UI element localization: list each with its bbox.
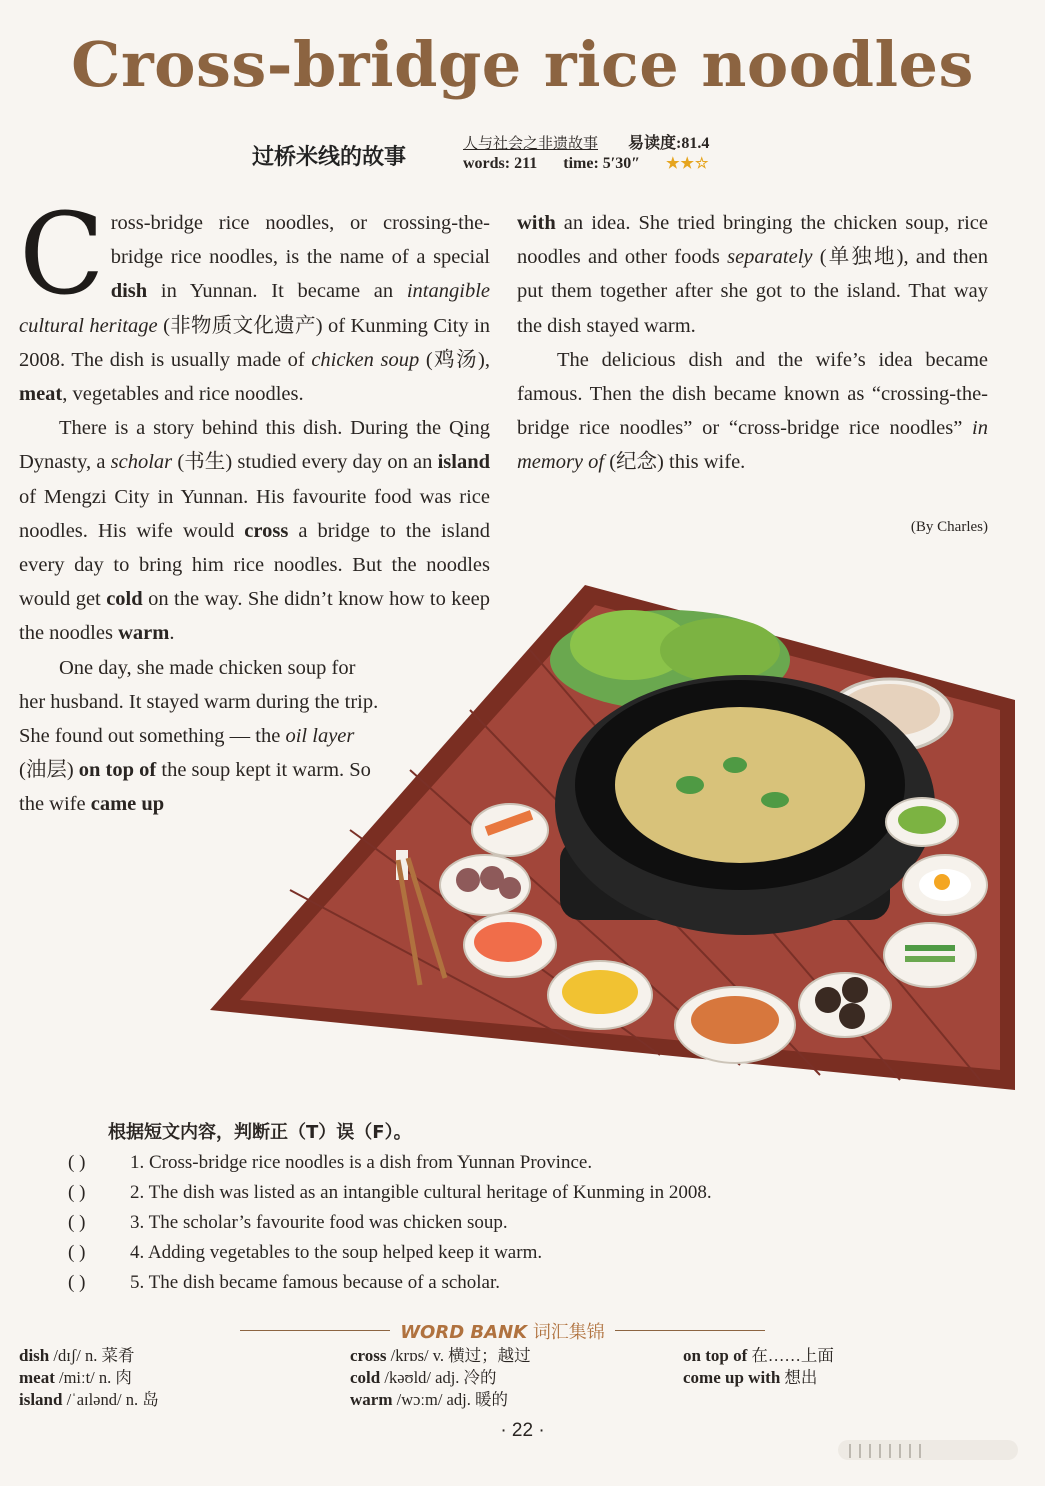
- difficulty-stars: ★★☆: [666, 156, 710, 172]
- vocab-entry: come up with 想出: [683, 1368, 818, 1387]
- drop-cap: C: [19, 190, 105, 320]
- paragraph-4: The delicious dish and the wife’s idea became famous. Then the dish became known as “crossing-the-bridge rice noodles” or “cross-bridge rice noodles” in memory of (纪念) this wife.: [517, 348, 988, 474]
- page-turn-handle-icon: [838, 1438, 1018, 1462]
- carrot-dish-icon: [472, 804, 548, 856]
- word-bank-column-1: [19, 1345, 159, 1411]
- page-number: · 22 ·: [500, 1420, 545, 1441]
- divider: [240, 1330, 390, 1331]
- peas-dish-icon: [886, 798, 958, 846]
- vocab-entry: warm /wɔːm/ adj. 暖的: [350, 1390, 508, 1409]
- answer-blank[interactable]: ( ): [68, 1152, 86, 1173]
- article-meta: [463, 130, 709, 178]
- egg-dish-icon: [903, 855, 987, 915]
- vocab-entry: cold /kəʊld/ adj. 冷的: [350, 1368, 497, 1387]
- quiz-question: ( ) 2. The dish was listed as an intangible cultural heritage of Kunming in 2008.: [68, 1178, 968, 1208]
- quiz-instruction: 根据短文内容，判断正（T）误（F）。: [108, 1122, 412, 1143]
- word-count: words: 211: [463, 155, 538, 172]
- sausage-dish-icon: [440, 855, 530, 915]
- vocab-entry: dish /dɪʃ/ n. 菜肴: [19, 1346, 135, 1365]
- paragraph-1: Cross-bridge rice noodles, or crossing-the-bridge rice noodles, is the name of a special dish in Yunnan. It became an intangible cultural heritage (非物质文化遗产) of Kunming City in 2008. The dish is usually made of chicken soup (鸡汤), meat, vegetables and rice noodles.: [19, 190, 491, 406]
- byline: (By Charles): [910, 518, 988, 535]
- answer-blank[interactable]: ( ): [68, 1212, 86, 1233]
- vocab-entry: island /ˈaɪlənd/ n. 岛: [19, 1390, 159, 1409]
- mushroom-dish-icon: [799, 973, 891, 1037]
- category-label: 人与社会之非遗故事: [463, 134, 599, 152]
- word-bank-heading: WORD BANK 词汇集锦: [240, 1318, 765, 1342]
- word-bank-column-2: [350, 1345, 531, 1411]
- answer-blank[interactable]: ( ): [68, 1242, 86, 1263]
- paragraph-2: There is a story behind this dish. During the Qing Dynasty, a scholar (书生) studied every day on an island of Mengzi City in Yunnan. His favourite food was rice noodles. His wife would cross a bridge to the island every day to bring him rice noodles. But the noodles would get cold on the way. She didn’t know how to keep the noodles warm.: [19, 417, 490, 645]
- vocab-entry: cross /krɒs/ v. 横过；越过: [350, 1346, 531, 1365]
- quiz-question: ( ) 4. Adding vegetables to the soup helped keep it warm.: [68, 1238, 968, 1268]
- vocab-entry: on top of 在……上面: [683, 1346, 834, 1365]
- chinese-subtitle: 过桥米线的故事: [252, 145, 407, 170]
- ham-dish-icon: [464, 913, 556, 977]
- true-false-quiz: [68, 1118, 968, 1298]
- hot-pot-icon: [555, 675, 935, 935]
- scallion-dish-icon: [884, 923, 976, 987]
- article-column-right: [517, 206, 988, 544]
- readability-score: 易读度:81.4: [628, 135, 710, 152]
- chicken-dish-icon: [675, 987, 795, 1063]
- quiz-question: ( ) 1. Cross-bridge rice noodles is a dish from Yunnan Province.: [68, 1148, 968, 1178]
- answer-blank[interactable]: ( ): [68, 1182, 86, 1203]
- rice-noodle-illustration: [200, 560, 1020, 1100]
- quiz-question: ( ) 3. The scholar’s favourite food was chicken soup.: [68, 1208, 968, 1238]
- answer-blank[interactable]: ( ): [68, 1272, 86, 1293]
- word-bank-column-3: [683, 1345, 834, 1389]
- paragraph-3-continued: with an idea. She tried bringing the chicken soup, rice noodles and other foods separately (单独地), and then put them together after she got to the island. That way the dish stayed warm.: [517, 212, 989, 337]
- vocab-entry: meat /miːt/ n. 肉: [19, 1368, 132, 1387]
- divider: [615, 1330, 765, 1331]
- corn-dish-icon: [548, 961, 652, 1029]
- article-title: Cross-bridge rice noodles: [71, 28, 974, 101]
- reading-time: time: 5′30″: [563, 155, 641, 172]
- paragraph-3: One day, she made chicken soup for her husband. It stayed warm during the trip. She found out something — the oil layer (油层) on top of the soup kept it warm. So the wife came up: [19, 656, 379, 816]
- quiz-question: ( ) 5. The dish became famous because of a scholar.: [68, 1268, 968, 1298]
